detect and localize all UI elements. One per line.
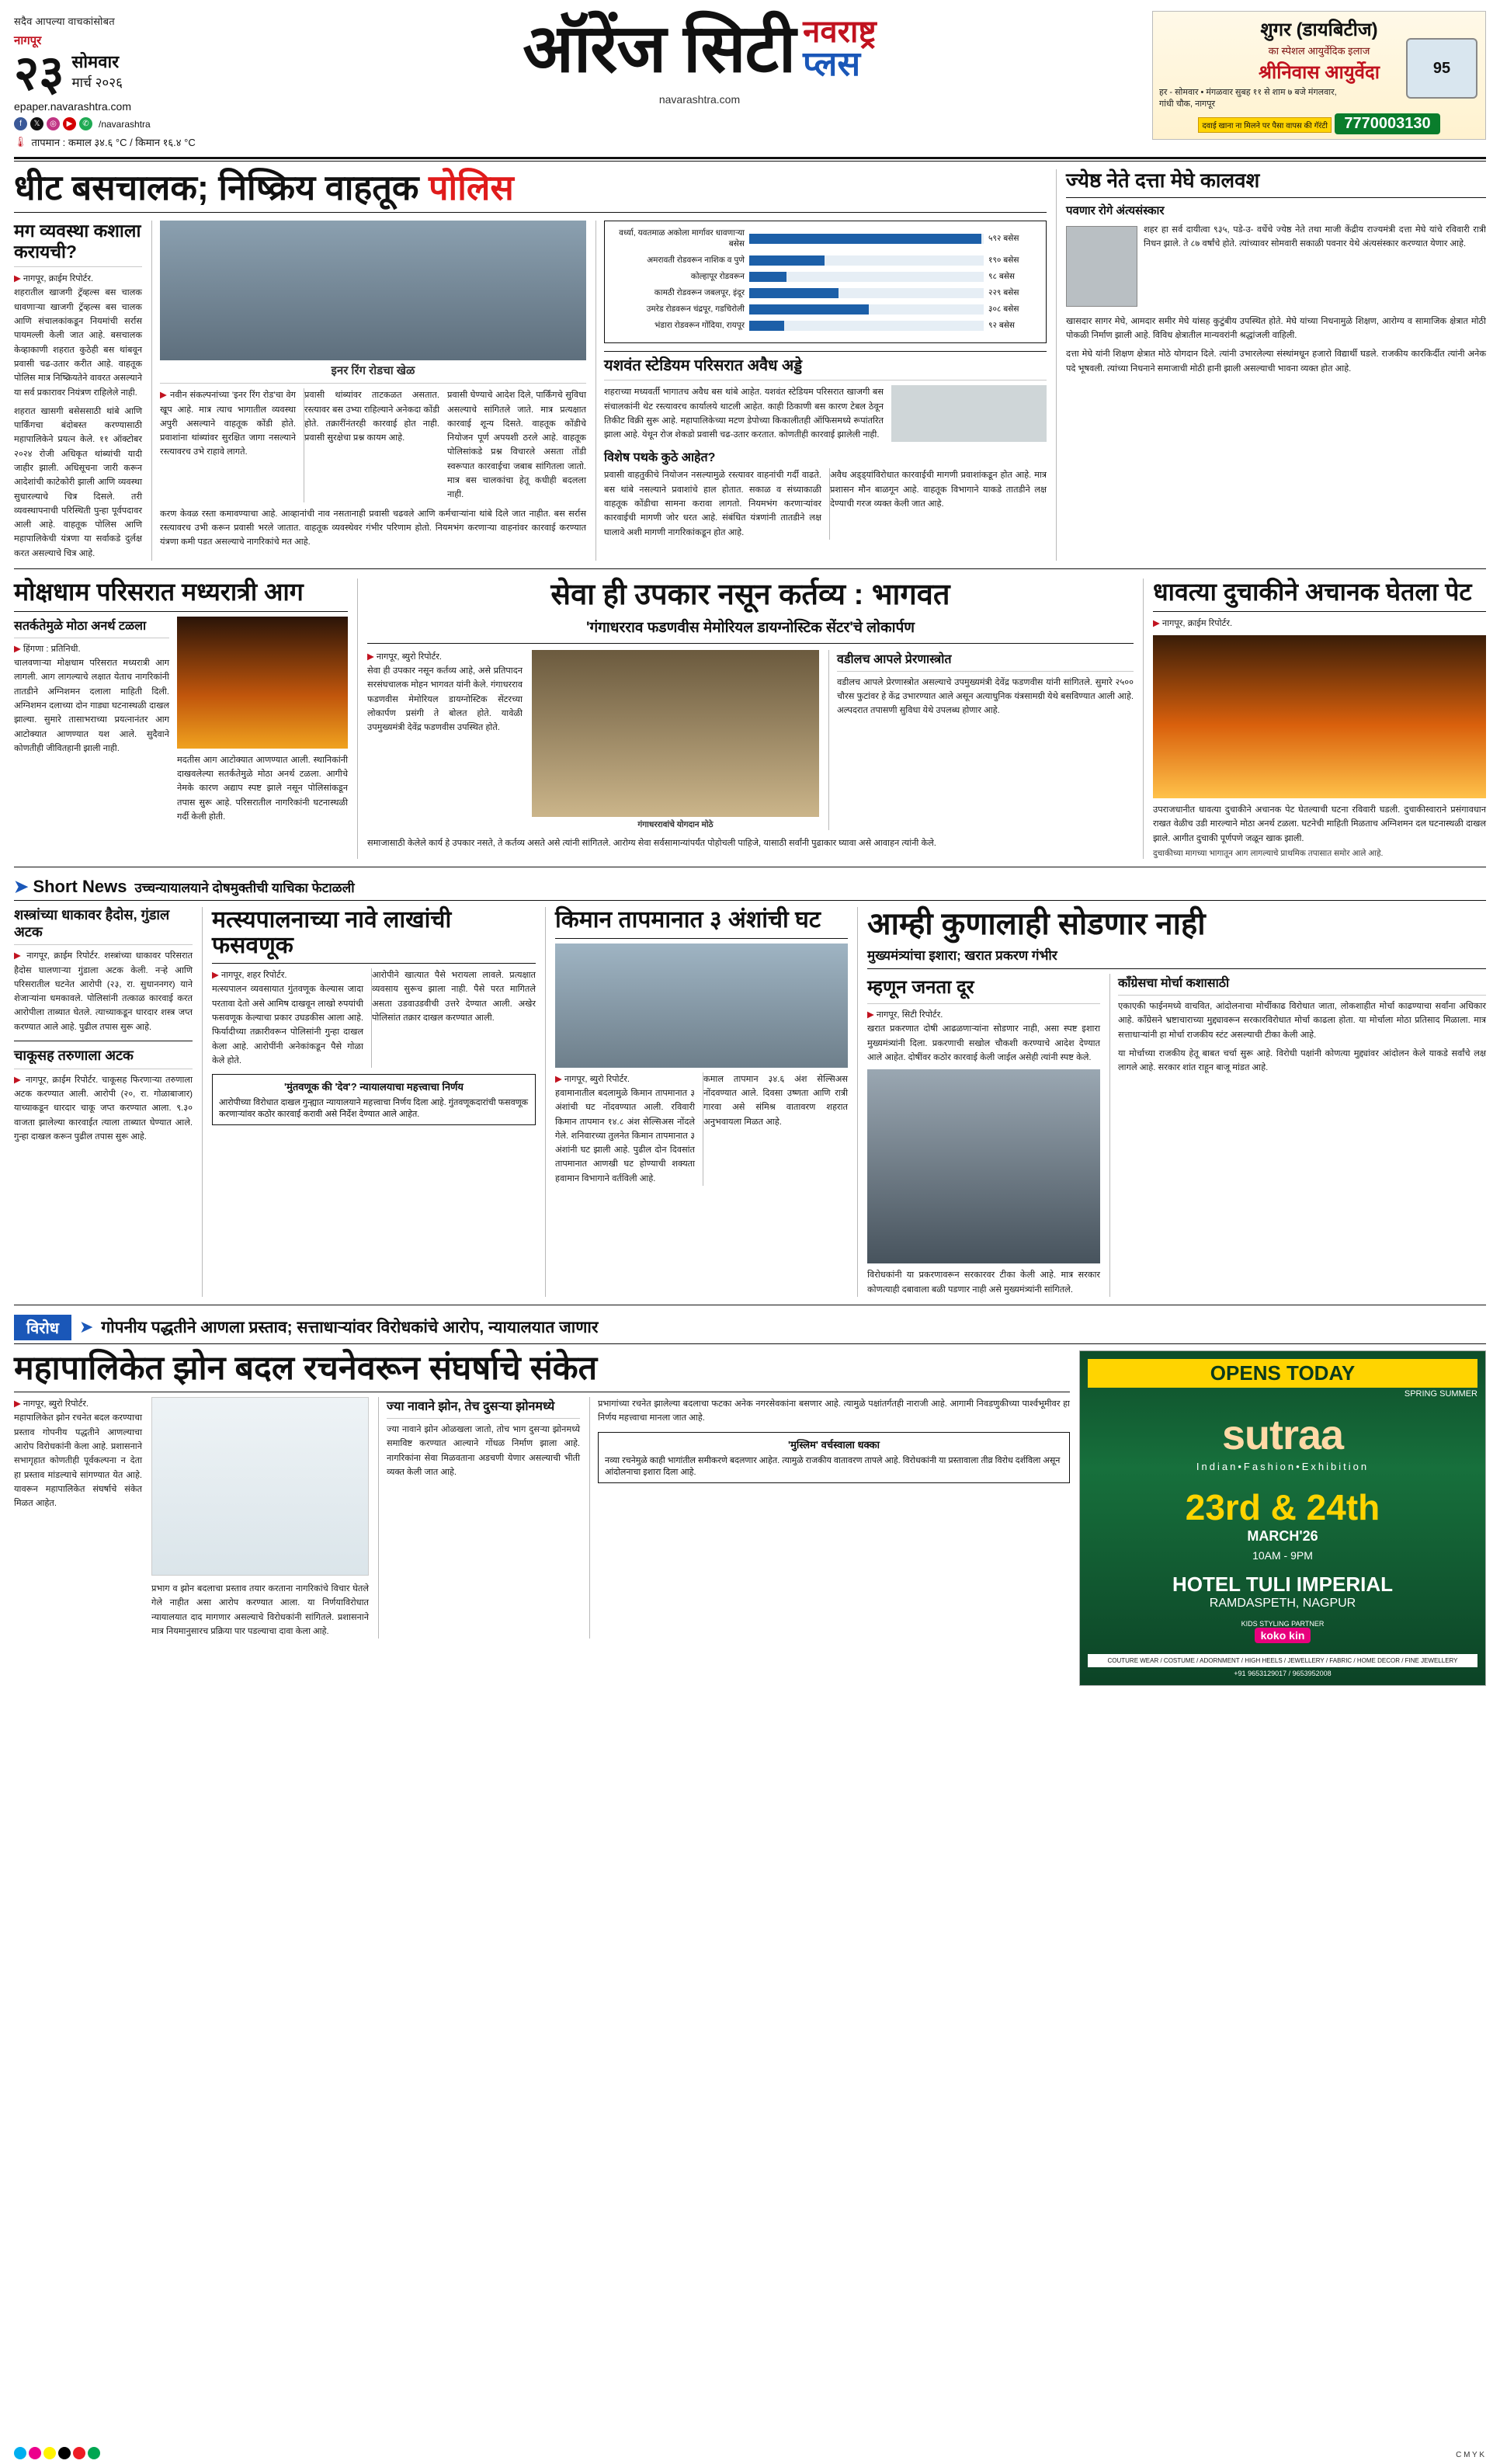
social-handle: /navarashtra xyxy=(99,118,151,130)
street-photo xyxy=(555,944,848,1068)
lead-headline-part1: धीट बसचालक; निष्क्रिय वाहतूक xyxy=(14,168,429,207)
zone-story xyxy=(14,1350,1070,1686)
chart-bar-value: ५९२ बसेस xyxy=(988,234,1019,244)
court-banner: उच्चन्यायालयाने दोषमुक्तीची याचिका फेटाळली xyxy=(134,880,355,895)
short-news-item-2-body: ▶ नागपूर, क्राईम रिपोर्टर. चाकूसह फिरणाऱ्या तरुणाला अटक करण्यात आली. आरोपी (२०, रा. गोळाबाजार) याच्याकडून धारदार चाकू जप्त करण्यात आला. ९.३० वाजता झालेल्या कारवाईत त्याला ताब्यात घेण्यात आले. गुन्हा दाखल करून पुढील तपास सुरू आहे. xyxy=(14,1073,193,1144)
temperature-story xyxy=(545,907,848,1297)
chart-bar-value: ९८ बसेस xyxy=(988,272,1016,282)
thermometer-icon: 🌡 xyxy=(14,136,27,148)
lead-headline xyxy=(14,169,1047,206)
lead-story xyxy=(14,169,1047,561)
date-number: २३ xyxy=(14,47,64,101)
sutraa-footer: COUTURE WEAR / COSTUME / ADORNMENT / HIGH HEELS / JEWELLERY / FABRIC / HOME DECOR / FINE JEWELLERY xyxy=(1088,1654,1477,1667)
chart-bar-fill xyxy=(749,234,981,244)
lead-body-1: शहरातील खाजगी ट्रॅव्हल्स बस चालक धावणाऱ्या खाजगी ट्रॅव्हल्स बस चालक आणि संचालकांकडून नियमांची सर्रास पायमल्ली केली जात आहे. बसचालक केव्हाकाणी शहरात कुठेही बस थांबवून प्रवासी चढ-उतार करीत आहे. वाहतूक पोलिस मात्र निष्क्रियतेने वावरत असल्याने या सर्व प्रकारावर नियंत्रण राहिलेले नाही. xyxy=(14,288,142,398)
stadium-body: शहराच्या मध्यवर्ती भागातच अवैध बस थांबे आहेत. यशवंत स्टेडियम परिसरात खाजगी बस संचालकांनी थेट रस्त्यावरच कार्यालये थाटली आहेत. काही ठिकाणी बस कारण टेबल ठेवून तिकीट विक्री सुरू आहे. महापालिकेच्या मटण डेपोच्या किकालीतही ऑफिसमध्ये रूपांतरित झाला आहे. येथून रोज शेकडो प्रवासी चढ-उतार करतात. कोणतीही कारवाई झालेली नाही. xyxy=(604,387,884,440)
zone-box-body: नव्या रचनेमुळे काही भागांतील समीकरणे बदलणार आहेत. त्यामुळे राजकीय वातावरण तापले आहे. विरोधकांनी या प्रस्तावाला तीव्र विरोध दर्शविला असून आंदोलनाचा इशारा दिला आहे. xyxy=(605,1455,1061,1477)
ad-body: हर - सोमवार • मंगळवार सुबह ११ से शाम ७ बजे मंगलवार, गांधी चौक, नागपूर xyxy=(1159,88,1337,109)
registration-marks-left xyxy=(14,2447,100,2459)
fish-headline: मत्स्यपालनाच्या नावे लाखांची फसवणूक xyxy=(212,907,452,959)
masthead-left xyxy=(14,11,247,149)
bhagwat-headline: सेवा ही उपकार नसून कर्तव्य : भागवत xyxy=(550,579,950,612)
edition-city: नागपूर xyxy=(14,34,42,47)
fire-headline: मोक्षधाम परिसरात मध्यरात्री आग xyxy=(14,578,304,606)
logo-plus: प्लस xyxy=(803,45,861,83)
bhagwat-body-2: समाजासाठी केलेले कार्य हे उपकार नसते, ते कर्तव्य असते असे त्यांनी सांगितले. आरोग्य सेवा सर्वसामान्यांपर्यंत पोहोचली पाहिजे, यासाठी सर्वांनी पुढाकार घ्यावा असे आवाहन त्यांनी केले. xyxy=(367,838,936,848)
virodh-banner xyxy=(14,1315,1486,1340)
sutraa-venue: HOTEL TULI IMPERIAL xyxy=(1172,1572,1394,1596)
chart-bar-label: उमरेड रोडवरून चंद्रपूर, गडचिरोली xyxy=(646,304,745,315)
bhagwat-story xyxy=(357,579,1134,859)
logo xyxy=(255,12,1144,86)
zone-sub-body: ज्या नावाने झोन ओळखला जातो, तोच भाग दुसऱ्या झोनमध्ये समाविष्ट करण्यात आल्याने गोंधळ निर्माण झाला आहे. नागरिकांना सेवा मिळवताना अडचणी येणार असल्याची भीती व्यक्त केली जात आहे. xyxy=(387,1425,580,1478)
chart-bar-fill xyxy=(749,304,869,315)
chart-bars xyxy=(613,228,1038,331)
chart-bar-fill xyxy=(749,272,786,282)
bike-fire-story xyxy=(1143,579,1486,859)
temperature-line xyxy=(14,135,247,149)
chevron-right-icon: ➤ xyxy=(14,877,29,897)
zone-byline: ▶ नागपूर, ब्युरो रिपोर्टर. xyxy=(14,1397,142,1411)
temp-headline: किमान तापमानात ३ अंशांची घट xyxy=(555,907,821,933)
temp-byline: ▶ नागपूर, ब्युरो रिपोर्टर. xyxy=(555,1072,695,1086)
sutraa-date: 23rd & 24th xyxy=(1185,1486,1380,1527)
zone-headline: महापालिकेत झोन बदल रचनेवरून संघर्षाचे संकेत xyxy=(14,1349,598,1387)
chart-bar-label: भंडारा रोडवरून गोंदिया, रायपूर xyxy=(655,321,745,331)
sutraa-time: 10AM - 9PM xyxy=(1252,1548,1313,1562)
cm-photo xyxy=(867,1069,1100,1263)
chart-bar-value: ९२ बसेस xyxy=(988,321,1016,331)
fish-box-head: 'मुंतवणूक की 'देव'? न्यायालयाचा महत्त्वाचा निर्णय xyxy=(284,1081,464,1093)
bhagwat-body-1: सेवा ही उपकार नसून कर्तव्य आहे, असे प्रतिपादन सरसंघचालक मोहन भागवत यांनी केले. गंगाधरराव फडणवीस मेमोरियल डायग्नोस्टिक सेंटरच्या लोकार्पण प्रसंगी ते बोलत होते. यावेळी उपमुख्यमंत्री देवेंद्र फडणवीस उपस्थित होते. xyxy=(367,666,523,733)
fire-story xyxy=(14,579,348,859)
chart-bar-track xyxy=(749,234,984,244)
lead-col3-para: प्रवासी घेण्याचे आदेश दिले, पार्किंगचे सुविधा असल्याचे सांगितले जाते. मात्र प्रत्यक्षात कारवाई शून्य दिसते. वाहतूक कोंडीचे नियोजन पूर्ण अपयशी ठरले आहे. वाहतूक पोलिसांकडे प्रश्न विचारले असता तोंडी स्वरूपात कारवाईचा जबाब सांगितला जातो. मात्र बस चालकांचा हेतू कधीही बदलला नाही. xyxy=(447,391,586,500)
chart-bar-track xyxy=(749,288,984,298)
bike-fire-byline: ▶ नागपूर, क्राईम रिपोर्टर. xyxy=(1153,617,1486,631)
fire-byline: ▶ हिंगणा : प्रतिनिधी. xyxy=(14,642,169,656)
social-links[interactable] xyxy=(14,117,247,130)
section-four xyxy=(14,1350,1486,1686)
twitter-icon[interactable]: 𝕏 xyxy=(30,117,43,130)
chart-bar-fill xyxy=(749,288,839,298)
bhagwat-side-body: वडीलच आपले प्रेरणास्त्रोत असल्याचे उपमुख्यमंत्री देवेंद्र फडणवीस यांनी सांगितले. सुमारे २५०० चौरस फुटांवर हे केंद्र उभारण्यात आले असून अत्याधुनिक यंत्रसामग्री येथे बसविण्यात आली आहे. अल्पदरात तपासणी सुविधा येथे उपलब्ध होणार आहे. xyxy=(837,677,1134,716)
cm-col-head: म्हणून जनता दूर xyxy=(867,977,974,999)
chart-bar-row xyxy=(613,271,1038,282)
temp-body: हवामानातील बदलामुळे किमान तापमानात ३ अंशांची घट नोंदवण्यात आली. रविवारी किमान तापमान १४.८ अंश सेल्सिअस नोंदले गेले. शनिवारच्या तुलनेत किमान तापमानात ३ अंशांनी घट झाली आहे. पुढील दोन दिवसांत तापमानात आणखी घट होण्याची शक्यता हवामान विभागाने वर्तविली आहे. xyxy=(555,1088,695,1183)
bus-photo xyxy=(160,221,586,360)
logo-navarashtra: नवराष्ट्र xyxy=(803,15,877,49)
bhagwat-caption: गंगाधररावांचे योगदान मोठे xyxy=(637,819,714,829)
stadium-right-body: अवैध अड्ड्यांविरोधात कारवाईची मागणी प्रवाशांकडून होत आहे. मात्र प्रशासन मौन बाळगून आहे. वाहतूक विभागाने याकडे तातडीने लक्ष देण्याची गरज व्यक्त केली जात आहे. xyxy=(829,468,1047,539)
glucometer-icon xyxy=(1406,38,1477,99)
short-news-item-1-head: शस्त्रांच्या धाकावर हैदोस, गुंडाल अटक xyxy=(14,907,170,940)
chart-bar-row xyxy=(613,228,1038,249)
zone-box-head: 'मुस्लिम' वर्चस्वाला धक्का xyxy=(788,1438,880,1451)
lead-col4-para: करण केवळ रस्ता कमावण्याचा आहे. आव्हानांची नाव नसतानाही प्रवासी चढवले आणि कर्मचाऱ्यांना थांबे दिले जात नाहीत. बस सर्रास रस्त्यावरच उभी करून प्रवासी भरले जातात. वाहतूक व्यवस्थेवर गंभीर परिणाम होतो. नियमभंग करणाऱ्या वाहनांवर कारवाई करण्यात यंत्रणा कमी पडत असल्याचे नागरिकांचे मत आहे. xyxy=(160,509,586,547)
day-name: सोमवार xyxy=(71,52,120,71)
bhagwat-side-head: वडीलच आपले प्रेरणास्त्रोत xyxy=(837,652,952,666)
epaper-url[interactable]: epaper.navarashtra.com xyxy=(14,100,131,113)
megh-body-1: शहर हा सर्व दायीत्वा ९३५, पडे-उ- वर्धेचे ज्येष्ठ नेते तथा माजी केंद्रीय राज्यमंत्री दत्ता मेघे यांचे रविवारी रात्री निधन झाले. ते ८७ वर्षांचे होते. त्यांच्यावर सोमवारी सकाळी पवनार येथे अंत्यसंस्कार करण्यात येणार आहे. xyxy=(1144,224,1486,249)
cm-byline: ▶ नागपूर, सिटी रिपोर्टर. xyxy=(867,1008,1100,1022)
fire-photo xyxy=(177,617,348,749)
cm-story xyxy=(857,907,1486,1297)
lead-subhead: मग व्यवस्था कशाला करायची? xyxy=(14,221,141,262)
sutraa-tagline: Indian•Fashion•Exhibition xyxy=(1196,1460,1370,1472)
ad-meter-value: 95 xyxy=(1432,59,1451,77)
stadium-photo xyxy=(891,385,1047,442)
section-lead xyxy=(14,169,1486,561)
bike-fire-photo xyxy=(1153,635,1486,798)
short-news-column xyxy=(14,907,193,1297)
sutraa-season: SPRING SUMMER xyxy=(1404,1388,1477,1399)
lead-col2-para: ▶ नवीन संकल्पनांच्या 'इनर रिंग रोड'चा वेग खूप आहे. मात्र त्याच भागातील व्यवस्था अपुरी असल्याने वाहतूक कोंडी होते. प्रवाशांना थांब्यांवर सुरक्षित जागा नसल्याने रस्त्यावरच उभे राहावे लागते. xyxy=(160,388,296,502)
cm-body-2: विरोधकांनी या प्रकरणावरून सरकारवर टीका केली आहे. मात्र सरकार कोणत्याही दबावाला बळी पडणार नाही असे मुख्यमंत्र्यांनी सांगितले. xyxy=(867,1270,1100,1295)
chart-bar-fill xyxy=(749,255,825,266)
chart-bar-fill xyxy=(749,321,784,331)
lead-col2-para2: प्रवासी थांब्यांवर ताटकळत असतात. रस्त्यावर बस उभ्या राहिल्याने अनेकदा कोंडी होते. तक्रारींनंतरही कारवाई होत नाही. प्रवासी सुरक्षेचा प्रश्न कायम आहे. xyxy=(304,388,439,502)
chart-bar-label: अमरावती रोडवरून नाशिक व पुणे xyxy=(647,255,745,266)
temp-body-2: कमाल तापमान ३४.६ अंश सेल्सिअस नोंदवण्यात आले. दिवसा उष्णता आणि रात्री गारवा असे संमिश्र वातावरण शहरात अनुभवायला मिळत आहे. xyxy=(703,1072,848,1186)
stadium-sub-body: प्रवासी वाहतुकीचे नियोजन नसल्यामुळे रस्त्यावर वाहनांची गर्दी वाढते. बस थांबे नसल्याने प्रवाशांचे हाल होतात. सकाळ व संध्याकाळी वाहतूक कोंडीचा सामना करावा लागतो. नियमभंग करणाऱ्यांवर कारवाईची मागणी जोर धरत आहे. संबंधित यंत्रणांनी तातडीने लक्ष घालावे अशी मागणी नागरिकांकडून होत आहे. xyxy=(604,471,821,537)
masthead xyxy=(14,11,1486,149)
sutraa-opens-badge: OPENS TODAY xyxy=(1088,1359,1477,1388)
whatsapp-icon[interactable]: ✆ xyxy=(79,117,92,130)
chart-bar-value: १९० बसेस xyxy=(988,255,1019,266)
chart-bar-track xyxy=(749,321,984,331)
bhagwat-subhead: 'गंगाधरराव फडणवीस मेमोरियल डायग्नोस्टिक सेंटर'चे लोकार्पण xyxy=(585,619,915,636)
congress-head: काँग्रेसचा मोर्चा कशासाठी xyxy=(1118,977,1230,991)
megh-body-2: खासदार सागर मेघे, आमदार समीर मेघे यांसह कुटुंबीय उपस्थित होते. मेघे यांच्या निधनामुळे शिक्षण, आरोग्य व सामाजिक क्षेत्रात मोठी पोकळी निर्माण झाली आहे. विविध क्षेत्रातील मान्यवरांनी श्रद्धांजली वाहिली. xyxy=(1066,316,1486,341)
photo-caption: इनर रिंग रोडचा खेळ xyxy=(331,364,415,378)
cmyk-label: C M Y K xyxy=(1456,2451,1484,2459)
zone-body-2: प्रभाग व झोन बदलाचा प्रस्ताव तयार करताना नागरिकांचे विचार घेतले गेले नाहीत असा आरोप करण्यात आला. या निर्णयाविरोधात न्यायालयात दाद मागणार असल्याचे विरोधकांनी सांगितले. प्रशासनाने मात्र नियमानुसारच प्रक्रिया पार पडल्याचा दावा केला आहे. xyxy=(151,1584,369,1637)
stadium-headline: यशवंत स्टेडियम परिसरात अवैध अड्डे xyxy=(604,357,803,375)
logo-main-text: ऑरेंज सिटी xyxy=(523,12,796,86)
lead-headline-highlight: पोलिस xyxy=(429,168,514,207)
temperature-text: तापमान : कमाल ३४.६ °C / किमान १६.४ °C xyxy=(31,137,196,148)
fire-body: चालवणाऱ्या मोक्षधाम परिसरात मध्यरात्री आग लागली. आग लागल्याचे लक्षात येताच नागरिकांनी तातडीने अग्निशमन दलाला माहिती दिली. अग्निशमन दलाच्या दोन गाड्या घटनास्थळी दाखल झाल्या. सुमारे तासाभराच्या प्रयत्नानंतर आग आटोक्यात आणण्यात यश आले. सुदैवाने कोणतीही जीवितहानी झाली नाही. xyxy=(14,659,169,753)
congress-body: एकाएकी फाईनमध्ये वाचवित, आंदोलनाचा मोर्चीकाढ विरोधात जाता, लोकशाहीत मोर्चा काढण्याचा सर्वांना अधिकार आहे. काँग्रेसने भ्रष्टाचाराच्या मुद्द्यावरून सरकारविरोधात मोर्चा काढला होता. या मोर्चाला मोठा प्रतिसाद मिळाला. मात्र सत्ताधाऱ्यांनी हा मोर्चा राजकीय स्टंट असल्याची टीका केली आहे. xyxy=(1118,1002,1486,1040)
chevron-right-icon-2: ➤ xyxy=(78,1317,94,1337)
fish-body-2: आरोपीने खात्यात पैसे भरायला लावले. प्रत्यक्षात व्यवसाय सुरूच झाला नाही. पैसे परत मागितले असता उडवाउडवीची उत्तरे देण्यात आली. अखेर पोलिसांत तक्रार दाखल करण्यात आली. xyxy=(371,968,536,1068)
lead-body-2: शहरात खासगी बसेससाठी थांबे आणि पार्किंगचा बंदोबस्त करण्यासाठी महापालिकेने प्रयत्न केले. ११ ऑक्टोबर २०२४ रोजी अधिकृत थांब्यांची यादी जाहीर झाली. अधिसूचना जारी करून आदेशांची काटेकोरी झाली आणि व्यवस्था सुधारल्याचे चित्र दिसले. तरी व्यवस्थापनाची परिस्थिती पुन्हा पूर्वपदावर आली आहे. वाहतूक पोलिस आणि महापालिकेची यंत्रणा या सर्वाकडे दुर्लक्ष करत असल्याचे चित्र आहे. xyxy=(14,406,142,558)
short-news-bar xyxy=(14,877,1486,897)
congress-body-2: या मोर्चाच्या राजकीय हेतू बाबत चर्चा सुरू आहे. विरोधी पक्षांनी कोणत्या मुद्द्यांवर आंदोलन केले याकडे सर्वांचे लक्ष लागले आहे. सरकार शांत राहून बाजू मांडत आहे. xyxy=(1118,1048,1486,1073)
sutraa-partner-label: KIDS STYLING PARTNER xyxy=(1241,1619,1325,1628)
chart-bar-track xyxy=(749,255,984,266)
virodh-tag: विरोध xyxy=(14,1315,71,1340)
chart-bar-row xyxy=(613,287,1038,298)
facebook-icon[interactable]: f xyxy=(14,117,27,130)
chart-bar-row xyxy=(613,320,1038,331)
chart-bar-label: कामठी रोडवरून जबलपूर, इंदूर xyxy=(654,288,745,298)
political-cartoon xyxy=(151,1397,369,1576)
megh-headline: ज्येष्ठ नेते दत्ता मेघे कालवश xyxy=(1066,169,1260,192)
masthead-tagline: सदैव आपल्या वाचकांसोबत xyxy=(14,16,115,27)
bike-fire-body: उपराजधानीत धावत्या दुचाकीने अचानक पेट घेतल्याची घटना रविवारी घडली. दुचाकीस्वाराने प्रसंगावधान राखत वेळीच उडी मारल्याने मोठा अनर्थ टळला. घटनेची माहिती मिळताच अग्निशमन दल घटनास्थळी दाखल झाले. आगीत दुचाकी पूर्णपणे जळून खाक झाली. xyxy=(1153,805,1486,843)
sutraa-advertisement[interactable] xyxy=(1079,1350,1486,1686)
masthead-date-row xyxy=(14,47,247,101)
ad-title: शुगर (डायबिटीज) xyxy=(1260,19,1378,40)
megh-body-3: दत्ता मेघे यांनी शिक्षण क्षेत्रात मोठे योगदान दिले. त्यांनी उभारलेल्या संस्थांमधून हजारो विद्यार्थी घडले. राजकीय कारकिर्दीत त्यांनी अनेक पदे भूषवली. त्यांच्या निधनाने समाजाची मोठी हानी झाली असल्याची भावना व्यक्त होत आहे. xyxy=(1066,349,1486,374)
sutraa-partner: koko kin xyxy=(1255,1628,1311,1643)
zone-box xyxy=(598,1432,1070,1483)
website-url[interactable]: navarashtra.com xyxy=(658,93,741,106)
chart-bar-row xyxy=(613,255,1038,266)
section-three xyxy=(14,907,1486,1297)
short-news-item-1-body: ▶ नागपूर, क्राईम रिपोर्टर. शस्त्रांच्या धाकावर परिसरात हैदोस घालणाऱ्या गुंडाला अटक केली. नऱ्हे आणि परिसरातील घटनेत आरोपी (२३, रा. सुधाननगर) याने शेजाऱ्यांना धमकावले. पोलिसांनी तत्काळ कारवाई करत आरोपीला ताब्यात घेतले. त्याच्याकडून धारदार शस्त्र जप्त करण्यात आले आहे. पुढील तपास सुरू आहे. xyxy=(14,949,193,1034)
zone-body-1: महापालिकेत झोन रचनेत बदल करण्याचा प्रस्ताव गोपनीय पद्धतीने आणल्याचा आरोप विरोधकांनी केला आहे. प्रशासनाने सभागृहात कोणतीही पूर्वकल्पना न देता हा प्रस्ताव मांडल्याचे सांगण्यात येत आहे. यावरून महापालिकेत संघर्षाचे संकेत मिळत आहेत. xyxy=(14,1413,142,1509)
short-news-tag xyxy=(14,877,127,897)
chart-bar-value: ३०८ बसेस xyxy=(988,304,1019,315)
bus-statistics-chart xyxy=(604,221,1047,343)
lead-col-3 xyxy=(595,221,1047,561)
stadium-subhead: विशेष पथके कुठे आहेत? xyxy=(604,451,716,465)
chart-bar-label: कोल्हापूर रोडवरून xyxy=(690,272,745,282)
sutraa-address: RAMDASPETH, NAGPUR xyxy=(1209,1596,1356,1610)
bike-fire-headline: धावत्या दुचाकीने अचानक घेतला पेट xyxy=(1153,578,1472,606)
bike-fire-caption: दुचाकीच्या मागच्या भागातून आग लागल्याचे प्राथमिक तपासात समोर आले आहे. xyxy=(1153,849,1384,859)
lead-col-1 xyxy=(14,221,142,561)
fish-byline: ▶ नागपूर, शहर रिपोर्टर. xyxy=(212,968,363,982)
instagram-icon[interactable]: ◎ xyxy=(47,117,60,130)
chart-bar-row xyxy=(613,304,1038,315)
youtube-icon[interactable]: ▶ xyxy=(63,117,76,130)
ad-subtitle: का स्पेशल आयुर्वेदिक इलाज xyxy=(1268,45,1370,57)
fish-box-body: आरोपीच्या विरोधात दाखल गुन्ह्यात न्यायालयाने महत्त्वाचा निर्णय दिला आहे. गुंतवणूकदारांची फसवणूक करणाऱ्यांवर कठोर कारवाई करावी असे निर्देश देण्यात आले आहेत. xyxy=(219,1098,529,1120)
short-news-title: Short News xyxy=(33,877,127,897)
month-year: मार्च २०२६ xyxy=(71,75,123,90)
chart-bar-value: २२९ बसेस xyxy=(988,288,1019,298)
zone-col3: प्रभागांच्या रचनेत झालेल्या बदलाचा फटका अनेक नगरसेवकांना बसणार आहे. त्यामुळे पक्षांतर्गतही नाराजी आहे. आगामी निवडणुकीच्या पार्श्वभूमीवर हा निर्णय महत्त्वाचा मानला जात आहे. xyxy=(598,1399,1070,1423)
fish-body: मत्स्यपालन व्यवसायात गुंतवणूक केल्यास जादा परतावा देतो असे आमिष दाखवून लाखो रुपयांची फसवणूक केल्याचा प्रकार उघडकीस आला आहे. फिर्यादीच्या तक्रारीवरून पोलिसांनी गुन्हा दाखल केला आहे. आरोपींनी अनेकांकडून पैसे गोळा केले होते. xyxy=(212,985,363,1065)
sutraa-contact[interactable]: +91 9653129017 / 9653952008 xyxy=(1234,1669,1332,1677)
lead-byline-para: ▶ नागपूर, क्राईम रिपोर्टर. xyxy=(14,272,142,286)
fish-box xyxy=(212,1074,536,1125)
section-two xyxy=(14,579,1486,859)
cm-body: खरात प्रकरणात दोषी आढळणाऱ्यांना सोडणार नाही, असा स्पष्ट इशारा मुख्यमंत्र्यांनी दिला. प्रकरणाची सखोल चौकशी करण्याचे आदेश देण्यात आले आहेत. दोषींवर कठोर कारवाई केली जाईल असेही त्यांनी स्पष्ट केले. xyxy=(867,1024,1100,1062)
ad-guarantee-badge: दवाई खाना ना मिलने पर पैसा वापस की गॅरंटी xyxy=(1198,117,1332,133)
ad-brand: श्रीनिवास आयुर्वेदा xyxy=(1259,62,1380,83)
cm-subhead: मुख्यमंत्र्यांचा इशारा; खरात प्रकरण गंभीर xyxy=(867,948,1057,964)
top-advertisement[interactable] xyxy=(1152,11,1486,140)
sutraa-month: MARCH'26 xyxy=(1247,1527,1318,1544)
sutraa-brand: sutraa xyxy=(1221,1411,1344,1458)
chart-bar-track xyxy=(749,304,984,315)
fire-body-2: मदतीस आग आटोक्यात आणण्यात आली. स्थानिकांनी दाखवलेल्या सतर्कतेमुळे मोठा अनर्थ टळला. आगीचे नेमके कारण अद्याप स्पष्ट झाले नसून पोलिसांकडून तपास सुरू आहे. परिसरातील नागरिकांनी घटनास्थळी गर्दी केली होती. xyxy=(177,755,348,822)
lokarpan-photo xyxy=(532,650,819,817)
virodh-banner-text: गोपनीय पद्धतीने आणला प्रस्ताव; सत्ताधाऱ्यांवर विरोधकांचे आरोप, न्यायालयात जाणार xyxy=(101,1319,599,1337)
bhagwat-byline: ▶ नागपूर, ब्युरो रिपोर्टर. xyxy=(367,650,523,664)
lead-col-2 xyxy=(151,221,586,561)
masthead-center xyxy=(255,11,1144,106)
megh-story xyxy=(1056,169,1486,561)
megh-subhead: पवणार रोगे अंत्यसंस्कार xyxy=(1066,203,1165,217)
chart-bar-track xyxy=(749,272,984,282)
megh-portrait xyxy=(1066,226,1137,307)
chart-bar-label: वर्ध्या, यवतमाळ अकोला मार्गावर धावणाऱ्या बसेस xyxy=(619,228,745,249)
zone-subhead: ज्या नावाने झोन, तेच दुसऱ्या झोनमध्ये xyxy=(387,1400,555,1414)
ad-phone-number[interactable]: 7770003130 xyxy=(1335,113,1439,134)
fire-subhead: सतर्कतेमुळे मोठा अनर्थ टळला xyxy=(14,619,147,633)
short-news-item-2-head: चाकूसह तरुणाला अटक xyxy=(14,1048,134,1064)
cm-headline: आम्ही कुणालाही सोडणार नाही xyxy=(867,907,1206,942)
fish-story xyxy=(202,907,536,1297)
